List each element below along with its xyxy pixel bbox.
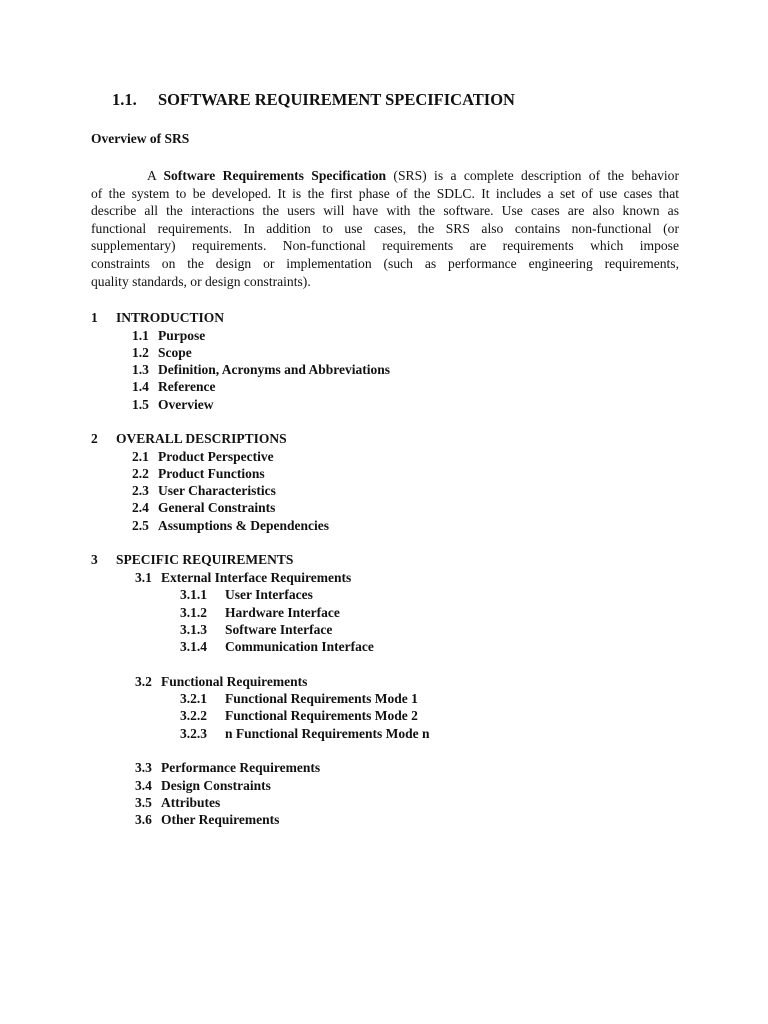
toc-item — [132, 517, 329, 534]
toc-title: OVERALL DESCRIPTIONS — [116, 431, 287, 446]
toc-item — [132, 344, 192, 361]
toc-title: Definition, Acronyms and Abbreviations — [158, 362, 391, 377]
toc-title: Hardware Interface — [225, 605, 340, 620]
toc-item — [180, 690, 418, 707]
toc-item — [180, 604, 340, 621]
toc-item — [132, 396, 213, 413]
toc-number: 2.5 — [132, 518, 149, 533]
toc-title: Assumptions & Dependencies — [158, 518, 330, 533]
toc-title: Product Perspective — [158, 449, 274, 464]
toc-number: 3.1 — [135, 570, 152, 585]
toc-number: 3.5 — [135, 795, 152, 810]
toc-title: Reference — [158, 379, 216, 394]
toc-item — [180, 586, 313, 603]
toc-number: 2.2 — [132, 466, 149, 481]
toc-title: Design Constraints — [161, 778, 271, 793]
toc-title: Performance Requirements — [161, 760, 321, 775]
paragraph-line-4: functional requirements. In addition to use cases, the SRS also contains non-functional (or — [91, 220, 679, 236]
toc-number: 1 — [91, 310, 98, 325]
toc-title: Purpose — [158, 328, 206, 343]
toc-title: General Constraints — [158, 500, 276, 515]
toc-title: n Functional Requirements Mode n — [225, 726, 430, 741]
toc-section-2 — [91, 430, 287, 447]
section-heading-number: 1.1. — [112, 90, 137, 109]
toc-title: Functional Requirements Mode 2 — [225, 708, 418, 723]
toc-item — [132, 499, 275, 516]
toc-title: External Interface Requirements — [161, 570, 352, 585]
paragraph-line-5: supplementary) requirements. Non-functional requirements are requirements which impose — [91, 238, 679, 254]
toc-title: Communication Interface — [225, 639, 374, 654]
toc-number: 3.3 — [135, 760, 152, 775]
toc-item — [132, 465, 265, 482]
toc-number: 2.1 — [132, 449, 149, 464]
toc-section-3 — [91, 551, 293, 568]
toc-number: 3.1.2 — [180, 605, 207, 620]
toc-item — [180, 725, 430, 742]
paragraph-line-3: describe all the interactions the users will have with the software. Use cases are also known as — [91, 203, 679, 219]
toc-number: 3.2.3 — [180, 726, 207, 741]
toc-title: Software Interface — [225, 622, 333, 637]
toc-number: 3.1.3 — [180, 622, 207, 637]
toc-item — [132, 482, 276, 499]
toc-title: Functional Requirements Mode 1 — [225, 691, 418, 706]
toc-number: 1.5 — [132, 397, 149, 412]
toc-number: 3.6 — [135, 812, 152, 827]
toc-item — [132, 327, 205, 344]
toc-item — [180, 638, 374, 655]
toc-item — [132, 378, 215, 395]
overview-paragraph — [91, 167, 679, 290]
toc-title: Other Requirements — [161, 812, 280, 827]
toc-number: 1.4 — [132, 379, 149, 394]
toc-number: 1.1 — [132, 328, 149, 343]
toc-title: User Interfaces — [225, 587, 313, 602]
toc-title: User Characteristics — [158, 483, 276, 498]
paragraph-line-1-rest: (SRS) is a complete description of the behavior — [386, 168, 680, 183]
toc-item — [135, 759, 320, 776]
toc-item — [180, 707, 418, 724]
toc-number: 3.1.1 — [180, 587, 207, 602]
toc-item — [132, 448, 274, 465]
toc-title: INTRODUCTION — [116, 310, 225, 325]
toc-number: 3 — [91, 552, 98, 567]
paragraph-line-2: of the system to be developed. It is the first phase of the SDLC. It includes a set of use cases that — [91, 185, 679, 201]
toc-item — [180, 621, 332, 638]
paragraph-line-7: quality standards, or design constraints). — [91, 273, 311, 289]
toc-item — [135, 794, 220, 811]
paragraph-intro-bold: Software Requirements Specification — [163, 168, 387, 183]
toc-number: 3.1.4 — [180, 639, 207, 654]
toc-number: 3.2 — [135, 674, 152, 689]
paragraph-line-1 — [91, 167, 679, 185]
paragraph-line-6: constraints on the design or implementation (such as performance engineering requirements, — [91, 255, 679, 271]
section-heading — [112, 90, 515, 110]
toc-item — [135, 569, 351, 586]
toc-number: 2 — [91, 431, 98, 446]
toc-number: 2.4 — [132, 500, 149, 515]
toc-number: 3.2.2 — [180, 708, 207, 723]
toc-number: 2.3 — [132, 483, 149, 498]
toc-number: 1.2 — [132, 345, 149, 360]
toc-number: 3.2.1 — [180, 691, 207, 706]
section-heading-title: SOFTWARE REQUIREMENT SPECIFICATION — [158, 90, 515, 109]
toc-item — [132, 361, 390, 378]
toc-number: 1.3 — [132, 362, 149, 377]
overview-title: Overview of SRS — [91, 131, 190, 146]
paragraph-intro-prefix: A — [147, 168, 164, 183]
toc-title: Scope — [158, 345, 192, 360]
toc-item — [135, 777, 271, 794]
toc-title: SPECIFIC REQUIREMENTS — [116, 552, 294, 567]
toc-title: Attributes — [161, 795, 221, 810]
toc-number: 3.4 — [135, 778, 152, 793]
toc-item — [135, 673, 307, 690]
toc-title: Product Functions — [158, 466, 265, 481]
toc-title: Overview — [158, 397, 214, 412]
toc-item — [135, 811, 279, 828]
toc-section-1 — [91, 309, 224, 326]
toc-title: Functional Requirements — [161, 674, 308, 689]
